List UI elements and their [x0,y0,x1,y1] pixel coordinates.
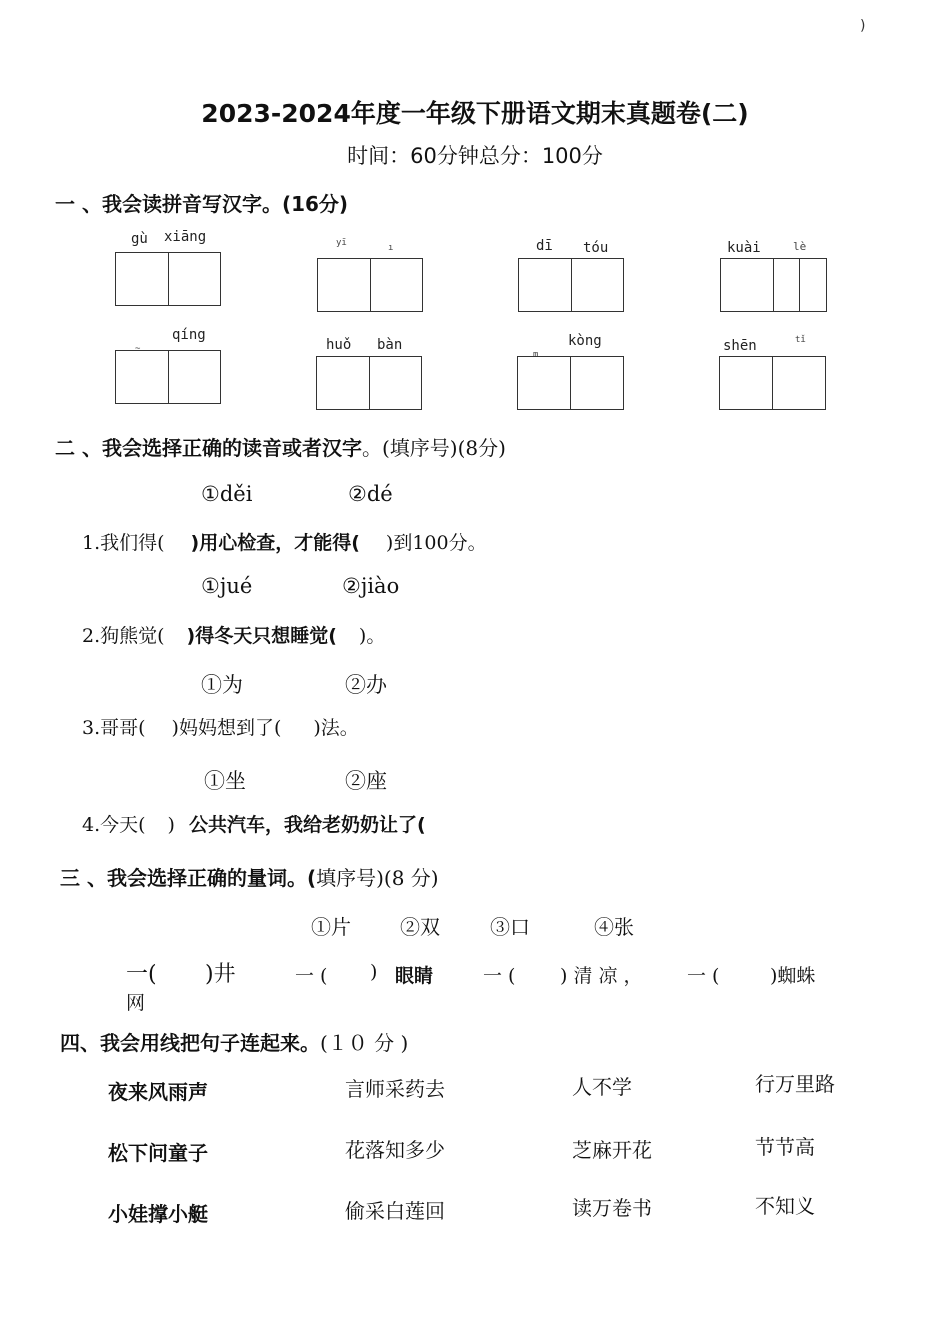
measure-blank-4: 一 ( [687,965,720,987]
pinyin: dī [536,238,553,254]
option-2: ②jiào [342,574,400,598]
writing-grid[interactable] [518,258,624,312]
page-subtitle: 时间：60分钟总分：100分 [347,144,603,168]
poem-line: 不知义 [755,1194,815,1218]
pinyin: tǐ [795,335,806,345]
pinyin: huǒ [326,337,352,353]
pinyin: yī [336,238,347,248]
pinyin: lè [793,240,807,253]
poem-line: 松下问童子 [108,1141,208,1165]
measure-blank-3: 一 ( [483,965,516,987]
writing-grid[interactable] [316,356,422,410]
poem-line: 节节高 [755,1135,815,1159]
section2-heading: 二 、我会选择正确的读音或者汉字。(填序号)(8分) [55,436,506,460]
option-1: ①jué [201,574,253,598]
section4-heading: 四、我会用线把句子连起来。(１０ 分 ) [60,1031,409,1055]
option-2: ②办 [345,673,387,697]
poem-line: 夜来风雨声 [108,1080,208,1104]
poem-line: 言师采药去 [345,1077,445,1101]
pinyin: ı [388,243,394,253]
measure-word: ) 清 凉 ， [560,965,643,987]
option-1: ①坐 [204,769,246,793]
measure-close: ) [370,961,378,983]
option-2: ②dé [348,482,393,506]
option-1: ①děi [201,482,253,506]
pinyin: m [533,350,539,360]
word-option: ①片 [311,915,351,939]
word-option: ②双 [400,915,440,939]
pinyin: xiāng [164,229,207,245]
pinyin: kòng [568,333,602,349]
poem-line: 读万卷书 [572,1196,652,1220]
pinyin: tóu [583,240,609,256]
option-1: ①为 [201,673,243,697]
measure-blank-1: 一( [126,962,157,987]
poem-line: 芝麻开花 [572,1138,652,1162]
word-option: ③口 [490,915,530,939]
writing-grid[interactable] [720,258,827,312]
pinyin: ~ [135,344,141,354]
corner-mark: ) [860,18,866,34]
writing-grid[interactable] [115,350,221,404]
measure-word-wrap: 网 [126,992,146,1014]
question-4: 4.今天( ) 公共汽车，我给老奶奶让了( [82,814,426,836]
measure-blank-2: 一 ( [295,965,328,987]
measure-word: )蜘蛛 [770,965,816,987]
option-2: ②座 [345,769,387,793]
writing-grid[interactable] [317,258,423,312]
page-title: 2023-2024年度一年级下册语文期末真题卷(二) [201,99,749,128]
question-1: 1.我们得( )用心检查，才能得( )到100分。 [82,532,487,554]
pinyin: shēn [723,338,757,354]
pinyin: kuài [727,240,761,256]
word-option: ④张 [594,915,634,939]
poem-line: 行万里路 [755,1072,835,1096]
poem-line: 人不学 [572,1075,632,1099]
measure-word: )井 [205,962,236,987]
measure-word: 眼睛 [395,965,434,987]
question-3: 3.哥哥( )妈妈想到了( )法。 [82,717,359,739]
poem-line: 花落知多少 [345,1138,445,1162]
poem-line: 小娃撑小艇 [108,1202,208,1226]
question-2: 2.狗熊觉( )得冬天只想睡觉( )。 [82,625,386,647]
pinyin: bàn [377,337,403,353]
section3-heading: 三 、我会选择正确的量词。(填序号)(8 分) [60,866,439,890]
section1-heading: 一 、我会读拼音写汉字。(16分) [55,192,349,216]
pinyin: qíng [172,327,206,343]
writing-grid[interactable] [115,252,221,306]
pinyin: gù [131,231,148,247]
writing-grid[interactable] [517,356,624,410]
poem-line: 偷采白莲回 [345,1199,445,1223]
writing-grid[interactable] [719,356,826,410]
